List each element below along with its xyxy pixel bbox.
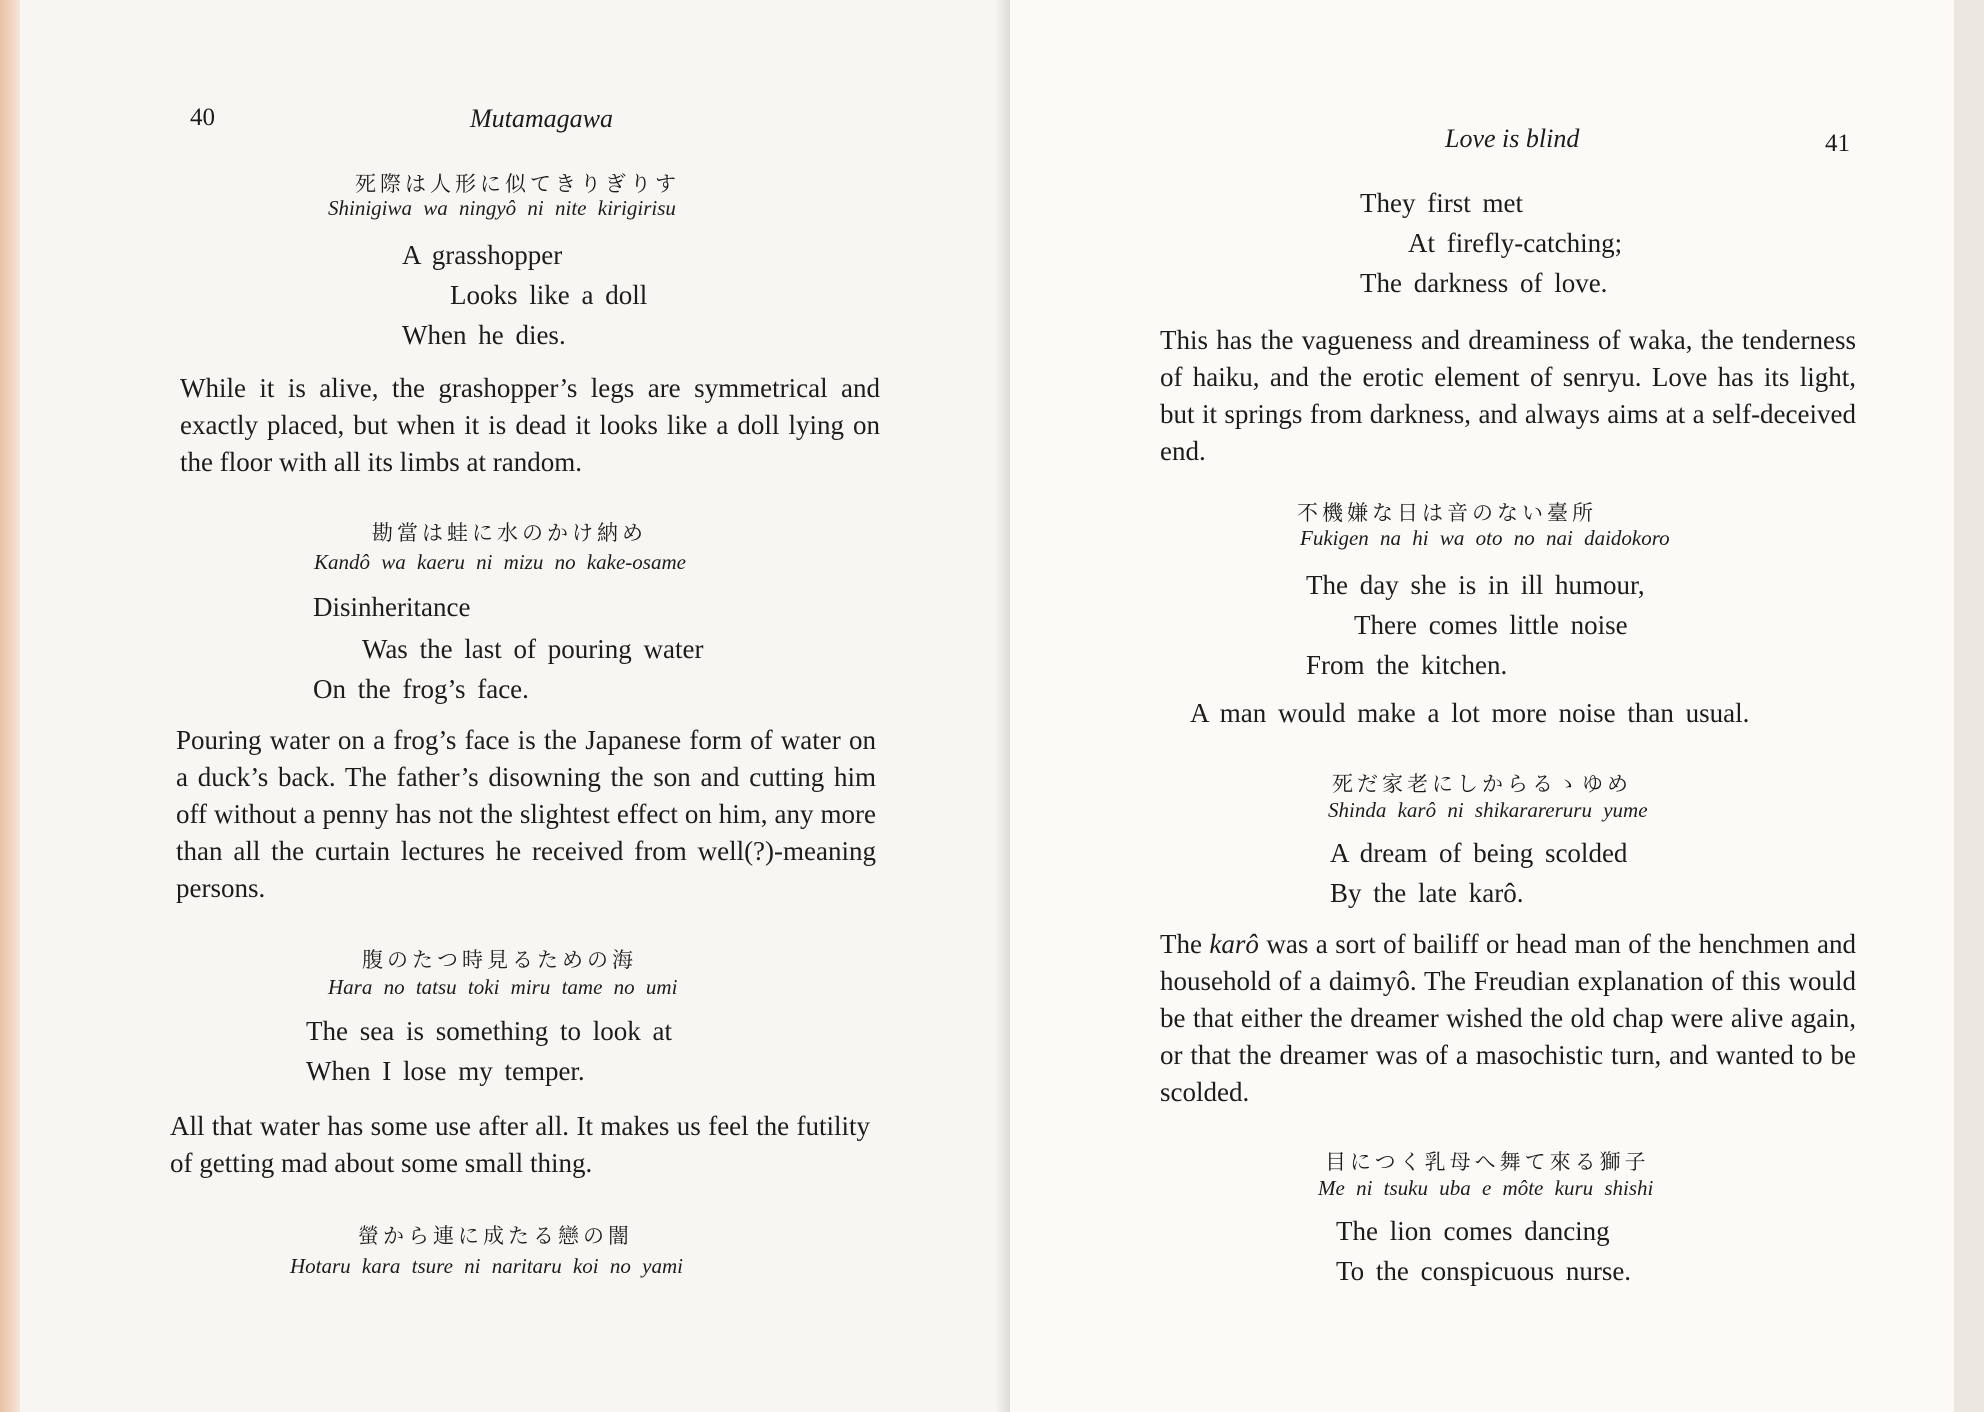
commentary-text: All that water has some use after all. It makes us feel the futility of getting mad about some small thing. — [170, 1111, 870, 1178]
commentary — [1160, 322, 1856, 470]
left-page-number: 40 — [190, 104, 215, 131]
japanese-verse: 死だ家老にしからるゝゆめ — [1332, 772, 1632, 796]
commentary-text: While it is alive, the grashopper’s legs are symmetrical and exactly placed, but when it is dead it looks like a doll lying on the floor with all its limbs at random. — [180, 373, 880, 477]
commentary-body: was a sort of bailiff or head man of the henchmen and household of a daimyô. The Freudian explanation of this would be that either the dreamer wished the old chap were alive again, or that the dreamer was of a masochistic turn, and wanted to be scolded. — [1160, 929, 1856, 1107]
verse-line: From the kitchen. — [1306, 650, 1508, 680]
commentary — [176, 722, 876, 907]
verse-line: Disinheritance — [313, 592, 471, 622]
japanese-verse: 螢から連に成たる戀の闇 — [358, 1224, 633, 1248]
verse-line: Looks like a doll — [450, 280, 648, 310]
verse-line: The lion comes dancing — [1336, 1216, 1610, 1246]
romaji-line: Me ni tsuku uba e môte kuru shishi — [1318, 1176, 1654, 1200]
commentary-prefix: The — [1160, 929, 1210, 959]
verse-line: When he dies. — [402, 320, 566, 350]
commentary-text: This has the vagueness and dreaminess of waka, the tenderness of haiku, and the erotic element of senryu. Love has its light, but it springs from darkness, and always aims at a self-deceived end. — [1160, 325, 1856, 466]
verse-line: The sea is something to look at — [306, 1016, 672, 1046]
left-running-head: Mutamagawa — [470, 104, 613, 133]
japanese-verse: 腹のたつ時見るための海 — [362, 948, 637, 972]
commentary-text — [1160, 926, 1856, 1111]
japanese-verse: 不機嫌な日は音のない臺所 — [1297, 501, 1597, 525]
japanese-verse: 目につく乳母へ舞て來る獅子 — [1325, 1150, 1650, 1174]
verse-line: The day she is in ill humour, — [1306, 570, 1645, 600]
right-page — [1010, 0, 1984, 1412]
romaji-line: Hara no tatsu toki miru tame no umi — [328, 975, 678, 999]
verse-line: A grasshopper — [402, 240, 563, 270]
romaji-line: Kandô wa kaeru ni mizu no kake-osame — [314, 550, 686, 574]
commentary — [1160, 926, 1856, 1111]
japanese-verse: 死際は人形に似てきりぎりす — [355, 172, 680, 196]
commentary-text: Pouring water on a frog’s face is the Japanese form of water on a duck’s back. The father’s disowning the son and cutting him off without a penny has not the slightest effect on him, any more than all the curtain lectures he received from well(?)-meaning persons. — [176, 725, 876, 903]
page-edge — [0, 0, 20, 1412]
commentary-text: A man would make a lot more noise than usual. — [1190, 698, 1750, 728]
emphasis-term: karô — [1209, 929, 1259, 959]
japanese-verse: 勘當は蛙に水のかけ納め — [372, 521, 647, 545]
commentary — [180, 370, 880, 481]
verse-line: There comes little noise — [1354, 610, 1628, 640]
verse-line: On the frog’s face. — [313, 674, 529, 704]
verse-line: By the late karô. — [1330, 878, 1524, 908]
right-page-number: 41 — [1825, 130, 1850, 157]
verse-line: To the conspicuous nurse. — [1336, 1256, 1632, 1286]
romaji-line: Fukigen na hi wa oto no nai daidokoro — [1300, 526, 1670, 550]
verse-line: A dream of being scolded — [1330, 838, 1628, 868]
right-running-head: Love is blind — [1445, 124, 1580, 153]
verse-line: They first met — [1360, 188, 1523, 218]
romaji-line: Shinda karô ni shikarareruru yume — [1328, 798, 1648, 822]
verse-line: The darkness of love. — [1360, 268, 1608, 298]
verse-line: When I lose my temper. — [306, 1056, 585, 1086]
romaji-line: Shinigiwa wa ningyô ni nite kirigirisu — [328, 196, 676, 220]
romaji-line: Hotaru kara tsure ni naritaru koi no yami — [290, 1254, 683, 1278]
scan-margin — [1954, 0, 1984, 1412]
verse-line: Was the last of pouring water — [362, 634, 704, 664]
commentary — [170, 1108, 870, 1182]
verse-line: At firefly-catching; — [1408, 228, 1623, 258]
